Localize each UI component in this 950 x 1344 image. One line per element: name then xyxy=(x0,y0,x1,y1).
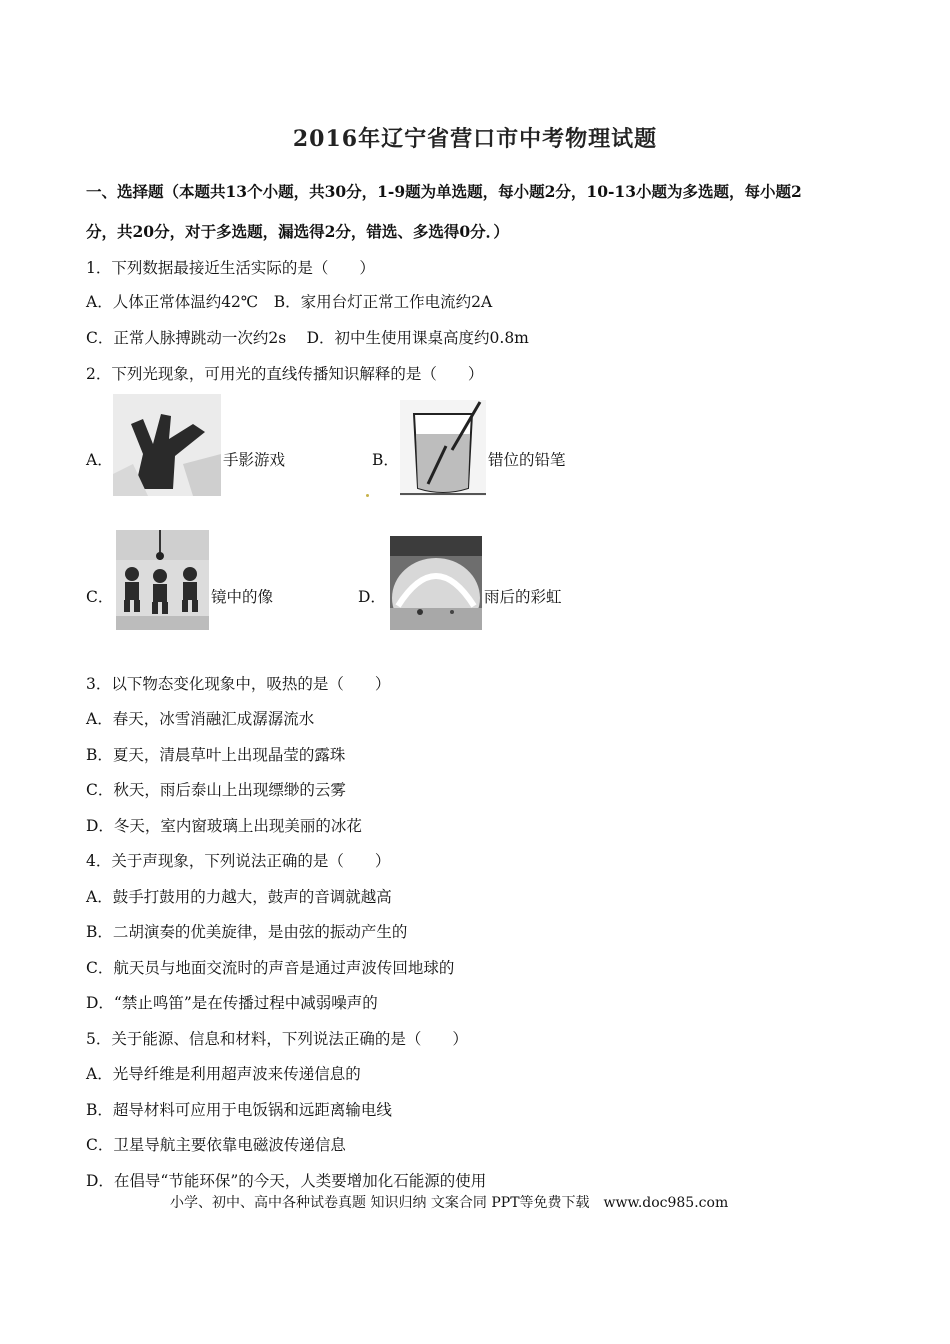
q2-option-d-caption: 雨后的彩虹 xyxy=(484,588,562,606)
mirror-image xyxy=(116,530,209,630)
q2-option-b-letter: B． xyxy=(372,451,399,469)
q4-option-d: D．“禁止鸣笛”是在传播过程中减弱噪声的 xyxy=(86,994,378,1012)
q1-stem: 1．下列数据最接近生活实际的是（ ） xyxy=(86,259,375,277)
q5-option-d: D．在倡导“节能环保”的今天，人类要增加化石能源的使用 xyxy=(86,1172,487,1190)
section-heading-line1: 一、选择题（本题共13个小题，共30分，1-9题为单选题，每小题2分，10-13小题为多选题，每小题2 xyxy=(86,182,802,201)
q4-stem: 4．关于声现象，下列说法正确的是（ ） xyxy=(86,852,391,870)
q3-option-c: C．秋天，雨后泰山上出现缥缈的云雾 xyxy=(86,781,346,799)
q4-option-b: B．二胡演奏的优美旋律，是由弦的振动产生的 xyxy=(86,923,408,941)
hand-shadow-image xyxy=(113,394,221,496)
q5-option-c: C．卫星导航主要依靠电磁波传递信息 xyxy=(86,1136,346,1154)
q3-option-d: D．冬天，室内窗玻璃上出现美丽的冰花 xyxy=(86,817,362,835)
q2-stem: 2．下列光现象，可用光的直线传播知识解释的是（ ） xyxy=(86,365,484,383)
q2-option-a-letter: A． xyxy=(86,451,113,469)
q3-option-b: B．夏天，清晨草叶上出现晶莹的露珠 xyxy=(86,746,346,764)
q2-option-a-caption: 手影游戏 xyxy=(223,451,286,469)
q4-option-c: C．航天员与地面交流时的声音是通过声波传回地球的 xyxy=(86,959,455,977)
q1-options-row1: A．人体正常体温约42℃ B．家用台灯正常工作电流约2A xyxy=(86,293,493,311)
section-heading-line2: 分，共20分，对于多选题，漏选得2分，错选、多选得0分．） xyxy=(86,222,509,241)
q2-option-d-letter: D． xyxy=(358,588,386,606)
q2-option-c-caption: 镜中的像 xyxy=(211,588,274,606)
q2-option-c-letter: C． xyxy=(86,588,114,606)
q3-option-a: A．春天，冰雪消融汇成潺潺流水 xyxy=(86,710,315,728)
page-title: 2016年辽宁省营口市中考物理试题 xyxy=(292,126,658,152)
q3-stem: 3．以下物态变化现象中，吸热的是（ ） xyxy=(86,675,391,693)
q5-option-b: B．超导材料可应用于电饭锅和远距离输电线 xyxy=(86,1101,392,1119)
speck-mark xyxy=(366,494,369,497)
q4-option-a: A．鼓手打鼓用的力越大，鼓声的音调就越高 xyxy=(86,888,392,906)
glass-pencil-image xyxy=(400,400,486,496)
q5-option-a: A．光导纤维是利用超声波来传递信息的 xyxy=(86,1065,361,1083)
rainbow-image xyxy=(390,536,482,630)
q5-stem: 5．关于能源、信息和材料，下列说法正确的是（ ） xyxy=(86,1030,468,1048)
page-footer: 小学、初中、高中各种试卷真题 知识归纳 文案合同 PPT等免费下载 www.doc985.com xyxy=(170,1195,729,1211)
q1-options-row2: C．正常人脉搏跳动一次约2s D．初中生使用课桌高度约0.8m xyxy=(86,329,529,347)
q2-option-b-caption: 错位的铅笔 xyxy=(488,451,566,469)
